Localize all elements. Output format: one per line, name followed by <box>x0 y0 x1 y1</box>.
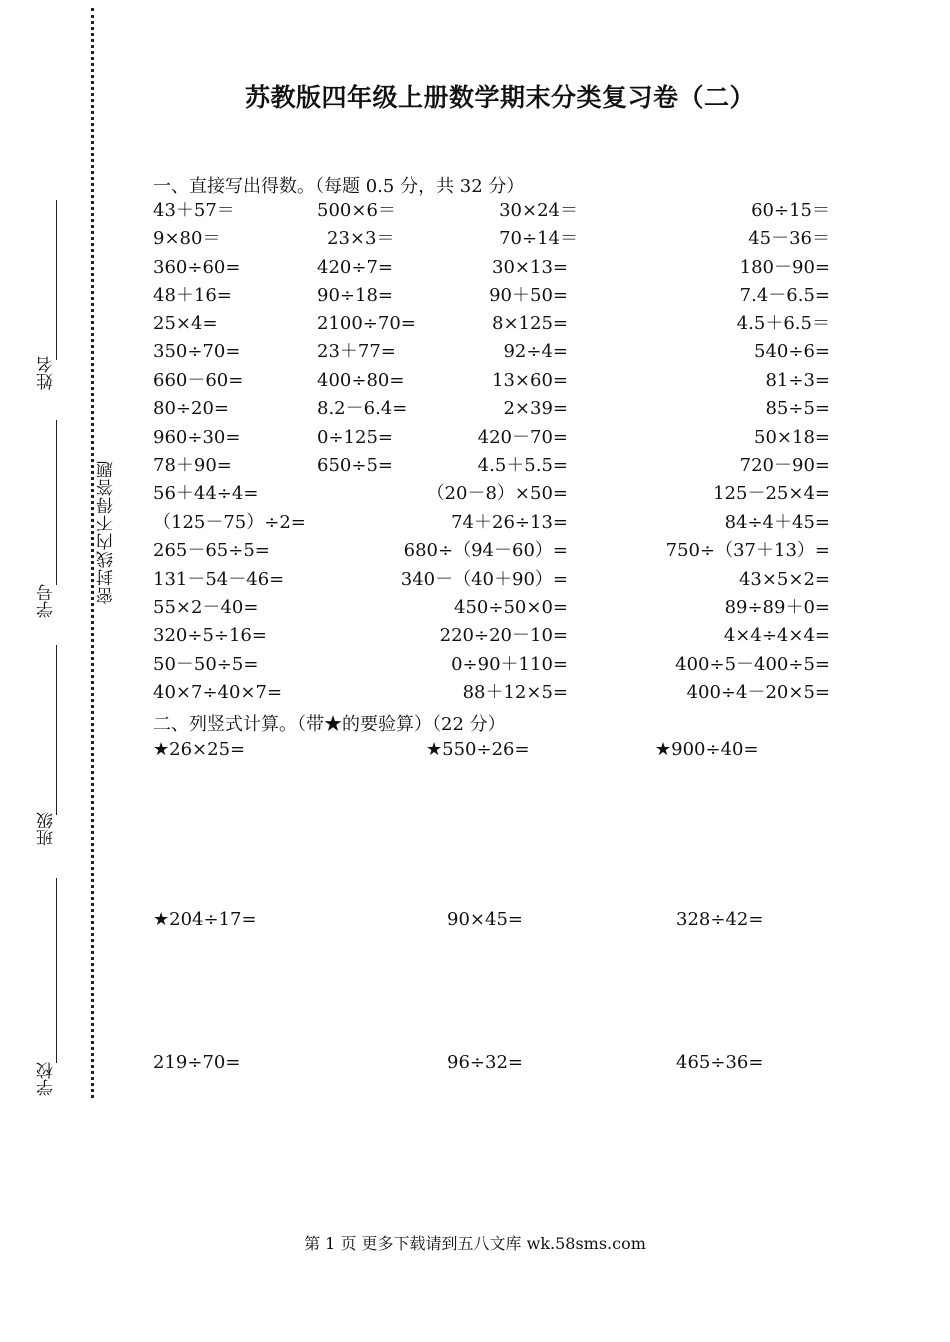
problem: 90÷18= <box>317 285 393 306</box>
problem: 30×24＝ <box>499 200 578 221</box>
oral-row <box>0 338 950 366</box>
problem: 13×60= <box>492 370 568 391</box>
problem: 30×13= <box>492 257 568 278</box>
problem: 43×5×2= <box>738 569 830 590</box>
problem: 90×45= <box>447 909 523 930</box>
problem: 500×6＝ <box>317 200 396 221</box>
problem: 960÷30= <box>153 427 241 448</box>
problem: 650÷5= <box>317 455 393 476</box>
problem: 265－65÷5= <box>153 540 270 561</box>
page-footer: 第 1 页 更多下载请到五八文库 wk.58sms.com <box>304 1234 646 1253</box>
oral-row <box>0 395 950 423</box>
problem: 85÷5= <box>765 398 830 419</box>
problem: 7.4－6.5= <box>739 285 830 306</box>
problem: 400÷80= <box>317 370 405 391</box>
problem: 23＋77= <box>317 341 396 362</box>
problem: 0÷125= <box>317 427 393 448</box>
oral-row <box>0 452 950 480</box>
vertical-calc-row <box>0 1049 950 1077</box>
problem: 450÷50×0= <box>454 597 568 618</box>
oral-row <box>0 367 950 395</box>
problem: 360÷60= <box>153 257 241 278</box>
mixed-row <box>0 622 950 650</box>
problem: 0÷90＋110= <box>451 654 568 675</box>
problem: 8.2－6.4= <box>317 398 408 419</box>
section1-heading: 一、直接写出得数。（每题 0.5 分，共 32 分） <box>153 176 525 197</box>
problem: 70÷14＝ <box>499 228 578 249</box>
problem: 78＋90= <box>153 455 232 476</box>
problem: 750÷（37＋13）= <box>665 540 830 561</box>
label-name: 姓名 <box>37 356 57 390</box>
problem: 420÷7= <box>317 257 393 278</box>
problem: 92÷4= <box>503 341 568 362</box>
oral-row <box>0 282 950 310</box>
problem: 2100÷70= <box>317 313 416 334</box>
mixed-row <box>0 679 950 707</box>
oral-row <box>0 310 950 338</box>
mixed-row <box>0 537 950 565</box>
problem: 23×3＝ <box>327 228 395 249</box>
page-title: 苏教版四年级上册数学期末分类复习卷（二） <box>244 83 755 112</box>
problem: 96÷32= <box>447 1052 523 1073</box>
problem: 340－（40＋90）= <box>400 569 568 590</box>
mixed-row <box>0 480 950 508</box>
oral-row <box>0 197 950 225</box>
problem: 56＋44÷4= <box>153 483 259 504</box>
problem: 328÷42= <box>676 909 764 930</box>
problem: 25×4= <box>153 313 218 334</box>
problem: 50×18= <box>754 427 830 448</box>
mixed-row <box>0 594 950 622</box>
problem: 219÷70= <box>153 1052 241 1073</box>
problem: 465÷36= <box>676 1052 764 1073</box>
problem: 89÷89＋0= <box>724 597 830 618</box>
problem: ★550÷26= <box>426 739 530 760</box>
problem: 84÷4＋45= <box>724 512 830 533</box>
problem: 55×2－40= <box>153 597 259 618</box>
section2-heading: 二、列竖式计算。（带★的要验算）（22 分） <box>153 714 506 735</box>
vertical-calc-row <box>0 736 950 764</box>
oral-row <box>0 424 950 452</box>
problem: 420－70= <box>477 427 568 448</box>
problem: 60÷15＝ <box>751 200 830 221</box>
problem: ★900÷40= <box>655 739 759 760</box>
problem: 350÷70= <box>153 341 241 362</box>
problem: 660－60= <box>153 370 244 391</box>
problem: 9×80＝ <box>153 228 221 249</box>
problem: 4.5＋5.5= <box>477 455 568 476</box>
problem: 680÷（94－60）= <box>403 540 568 561</box>
mixed-row <box>0 651 950 679</box>
label-school: 学校 <box>37 1062 57 1096</box>
problem: 45－36＝ <box>748 228 830 249</box>
problem: 48＋16= <box>153 285 232 306</box>
problem: 50－50÷5= <box>153 654 259 675</box>
problem: 2×39= <box>503 398 568 419</box>
problem: 88＋12×5= <box>462 682 568 703</box>
label-student-number: 学号 <box>37 584 57 618</box>
problem: （20－8）×50= <box>426 483 568 504</box>
problem: 43＋57＝ <box>153 200 235 221</box>
label-class: 班级 <box>37 812 57 846</box>
mixed-row <box>0 509 950 537</box>
problem: 180－90= <box>739 257 830 278</box>
problem: 40×7÷40×7= <box>153 682 283 703</box>
problem: 125－25×4= <box>713 483 830 504</box>
problem: 320÷5÷16= <box>153 625 267 646</box>
problem: 220÷20－10= <box>439 625 568 646</box>
oral-row <box>0 225 950 253</box>
problem: 81÷3= <box>765 370 830 391</box>
problem: 74＋26÷13= <box>451 512 568 533</box>
problem: 8×125= <box>492 313 568 334</box>
problem: 400÷4－20×5= <box>686 682 830 703</box>
oral-row <box>0 254 950 282</box>
problem: 4.5＋6.5＝ <box>736 313 830 334</box>
problem: ★204÷17= <box>153 909 257 930</box>
problem: 80÷20= <box>153 398 229 419</box>
problem: 90＋50= <box>489 285 568 306</box>
seal-notice: 密封线内不得答题 <box>97 460 117 604</box>
problem: 540÷6= <box>754 341 830 362</box>
vertical-calc-row <box>0 906 950 934</box>
problem: （125－75）÷2= <box>153 512 306 533</box>
problem: 720－90= <box>739 455 830 476</box>
problem: 131－54－46= <box>153 569 285 590</box>
problem: 4×4÷4×4= <box>723 625 830 646</box>
mixed-row <box>0 566 950 594</box>
problem: ★26×25= <box>153 739 246 760</box>
problem: 400÷5－400÷5= <box>675 654 830 675</box>
